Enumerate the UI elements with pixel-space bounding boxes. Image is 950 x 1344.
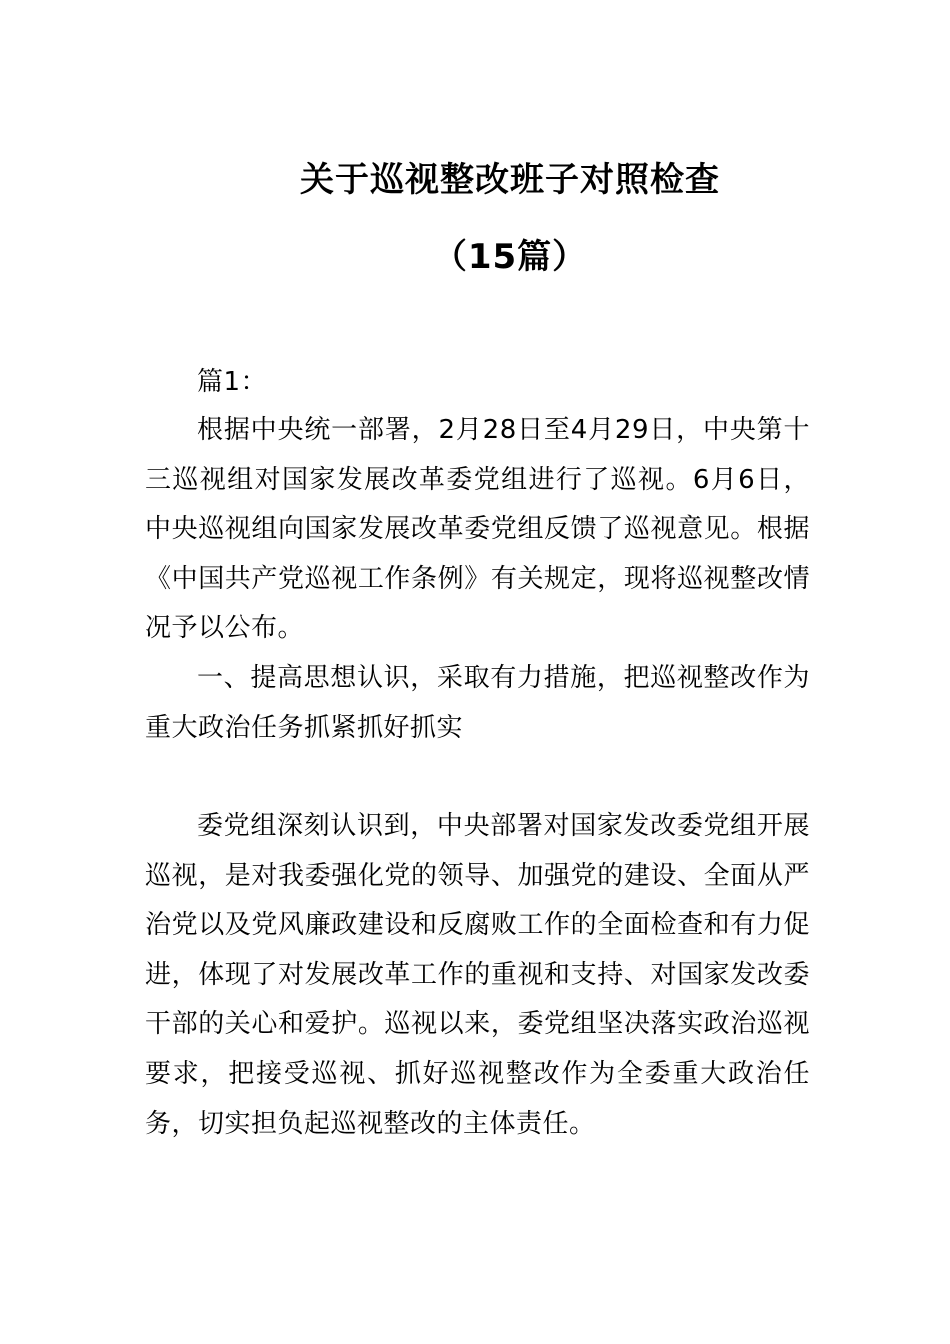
paragraph-body: 委党组深刻认识到，中央部署对国家发改委党组开展巡视，是对我委强化党的领导、加强党的建设、全面从严治党以及党风廉政建设和反腐败工作的全面检查和有力促进，体现了对发展改革工作的重视和支持、对国家发改委干部的关心和爱护。巡视以来，委党组坚决落实政治巡视要求，把接受巡视、抓好巡视整改作为全委重大政治任务，切实担负起巡视整改的主体责任。 bbox=[145, 811, 810, 1139]
document-title: 关于巡视整改班子对照检查 bbox=[300, 160, 720, 200]
paragraph-intro: 根据中央统一部署，2月28日至4月29日，中央第十三巡视组对国家发展改革委党组进行了巡视。6月6日，中央巡视组向国家发展改革委党组反馈了巡视意见。根据《中国共产党巡视工作条例》有关规定，现将巡视整改情况予以公布。 bbox=[145, 415, 810, 644]
document-subtitle: （15篇） bbox=[432, 237, 588, 277]
section-heading-1: 一、提高思想认识，采取有力措施，把巡视整改作为重大政治任务抓紧抓好抓实 bbox=[145, 663, 810, 743]
article-label: 篇1： bbox=[197, 367, 268, 397]
